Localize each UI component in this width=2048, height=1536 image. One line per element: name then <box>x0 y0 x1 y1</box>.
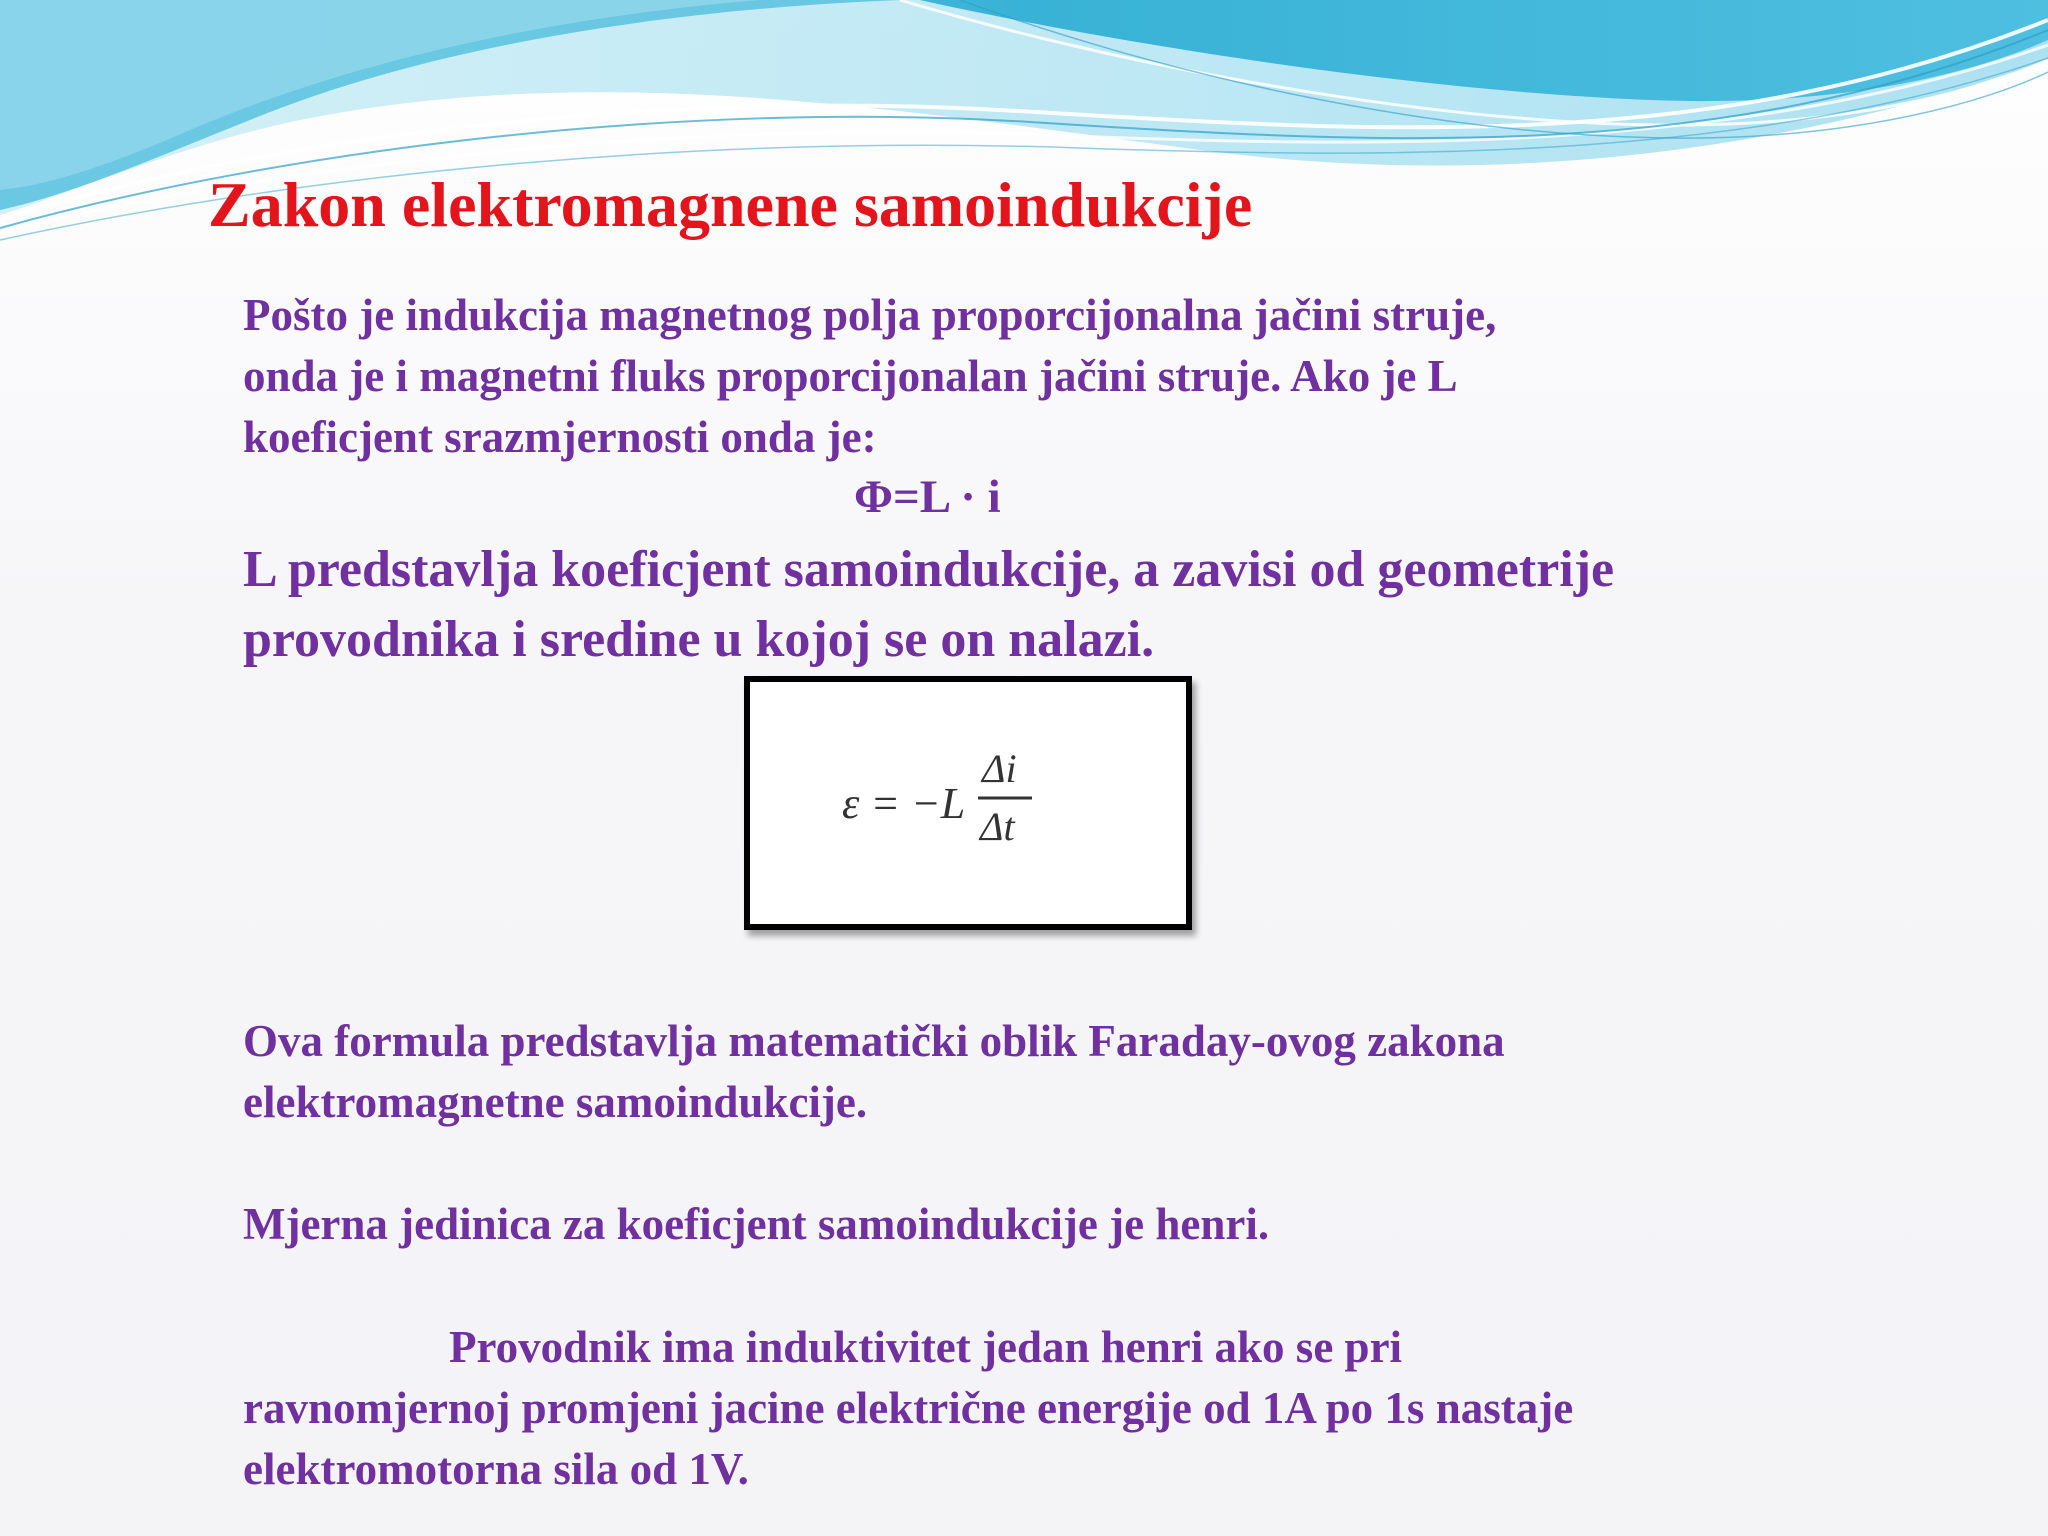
emf-equation <box>750 682 1186 924</box>
paragraph-line: koeficjent srazmjernosti onda je: <box>243 412 877 462</box>
equation-numerator: Δi <box>982 746 1017 791</box>
paragraph-line: elektromotorna sila od 1V. <box>243 1444 749 1494</box>
paragraph-henry-definition <box>243 1317 1843 1500</box>
paragraph-line: Provodnik ima induktivitet jedan henri ako se pri <box>449 1322 1403 1372</box>
paragraph-line: provodnika i sredine u kojoj se on nalazi. <box>243 611 1155 668</box>
paragraph-line: elektromagnetne samoindukcije. <box>243 1077 868 1127</box>
paragraph-line: ravnomjernoj promjeni jacine električne energije od 1A po 1s nastaje <box>243 1383 1574 1433</box>
paragraph-line: onda je i magnetni fluks proporcijonalan jačini struje. Ako je L <box>243 351 1458 401</box>
equation-lhs: ε = −L <box>842 779 966 828</box>
equation-denominator: Δt <box>980 804 1015 849</box>
paragraph-line: Pošto je indukcija magnetnog polja proporcijonalna jačini struje, <box>243 290 1497 340</box>
paragraph-unit: Mjerna jedinica za koeficjent samoindukcije je henri. <box>243 1199 1270 1249</box>
paragraph-flux-intro <box>243 285 1803 468</box>
paragraph-line: Ova formula predstavlja matematički oblik Faraday-ovog zakona <box>243 1016 1505 1066</box>
flux-formula: Φ=L · i <box>854 471 1001 523</box>
paragraph-inductance-definition <box>243 535 1843 675</box>
equation-box <box>744 676 1192 930</box>
paragraph-faraday <box>243 1011 1843 1133</box>
slide-title: Zakon elektromagnene samoindukcije <box>208 169 1253 240</box>
paragraph-line: L predstavlja koeficjent samoindukcije, a zavisi od geometrije <box>243 541 1615 598</box>
